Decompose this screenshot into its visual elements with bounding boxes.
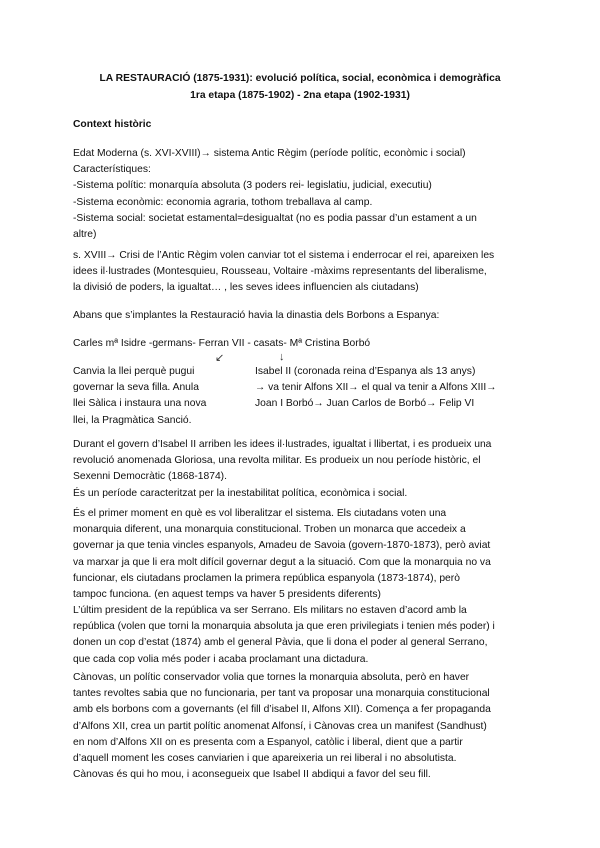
text-line: que cada cop volia més poder i acaba proclamant una dictadura. [73,653,369,665]
text-line: d’Alfons XII, crea un partit polític anomenat Alfonsí, i Cànovas crea un manifest (Sandhust) [73,720,487,732]
text-line: L’últim president de la república va ser Serrano. Els militars no estaven d’acord amb la [73,605,467,616]
text-line: -Sistema polític: monarquía absoluta (3 poders rei- legislatiu, judicial, executiu) [73,180,432,192]
title-line-1: LA RESTAURACIÓ (1875-1931): evolució política, social, econòmica i demogràfica [99,73,501,84]
paragraph-serrano [73,603,533,668]
text-line: -Sistema social: societat estamental=desigualtat (no es podia passar d’un estament a un [73,212,477,224]
paragraph-liberalization [73,506,533,603]
text-line: governar ja que tenia vincles espanyols, Amadeu de Savoia (govern-1870-1873), però aviat [73,540,491,552]
text-line: És un període caracteritzat per la inestabilitat política, econòmica i social. [73,487,408,499]
text-line: república (volen que torni la monarquia absoluta ja que eren privilegiats i tenien més poder) i [73,621,495,633]
text-line: Característiques: [73,164,151,176]
text-line: altre) [73,229,97,241]
text-line: Joan I Borbó→ Juan Carlos de Borbó→ Felip VI [255,398,475,410]
document-title [60,70,540,104]
context-paragraph [73,146,533,243]
paragraph-canovas [73,670,533,783]
text-line: governar la seva filla. Anula [73,382,199,394]
arrow-down-icon: ↓ [279,351,285,363]
text-line: -Sistema econòmic: economia agraria, tothom treballava al camp. [73,196,373,208]
text-line: amb els borbons com a governants (el fill d’isabel II, Alfons XII). Comença a fer propaganda [73,704,491,716]
text-line: monarquia diferent, una monarquia constitucional. Troben un monarca que accedeix a [73,524,466,536]
text-line: llei Sàlica i instaura una nova [73,398,207,410]
text-line: s. XVIII→ Crisi de l’Antic Règim volen canviar tot el sistema i enderrocar el rei, apareixen les [73,250,495,261]
text-line: Cànovas és qui ho mou, i aconsegueix que Isabel II abdiqui a favor del seu fill. [73,769,431,781]
text-line: Edat Moderna (s. XVI-XVIII)→ sistema Antic Règim (període polític, econòmic i social) [73,148,466,159]
text-line: revolució anomenada Gloriosa, una revolta militar. Es produeix un nou període històric, el [73,455,481,467]
text-line: tampoc funciona. (en aquest temps va haver 5 presidents diferents) [73,589,381,601]
text-line: → va tenir Alfons XII→ el qual va tenir a Alfons XIII→ [255,382,497,394]
text-line: donen un cop d’estat (1874) amb el general Pàvia, que li dona el poder al general Serrano, [73,637,488,649]
text-line: És el primer moment en què es vol liberalitzar el sistema. Els ciutadans voten una [73,508,447,519]
text-line: Durant el govern d’Isabel II arriben les idees il·lustrades, igualtat i llibertat, i es produeix una [73,439,492,450]
text-line: Cànovas, un polític conservador volia que tornes la monarquia absoluta, però en haver [73,672,470,683]
text-line: Canvia la llei perquè pugui [73,366,195,377]
section-heading: Context històric [73,119,152,130]
text-line: d’aquell moment les coses canviarien i que apareixeria un rei liberal i no absolutista. [73,753,457,765]
lineage-block [73,336,533,426]
lineage-left-column [73,364,206,429]
text-line: la divisió de poders, la igualtat… , les seves idees influencien als ciutadans) [73,282,419,294]
text-line: tantes revoltes sabia que no funcionaria, per tant va proposar una monarquia constitucional [73,688,490,700]
title-line-2: 1ra etapa (1875-1902) - 2na etapa (1902-1931) [190,90,410,101]
text-line: Isabel II (coronada reina d’Espanya als 13 anys) [255,366,476,377]
bourbons-intro: Abans que s’implantes la Restauració havia la dinastia dels Borbons a Espanya: [73,310,440,321]
text-line: idees il·lustrades (Montesquieu, Rousseau, Voltaire -màxims representants del liberalisme, [73,266,487,278]
text-line: Sexenni Democràtic (1868-1874). [73,471,227,483]
text-line: va marxar ja que li era molt difícil governar degut a la situació. Com que la monarquia no va [73,556,491,568]
lineage-right-column [255,364,497,413]
text-line: funcionar, els ciutadans proclamen la primera república espanyola (1873-1874), però [73,572,460,584]
text-line: llei, la Pragmàtica Sanció. [73,414,192,426]
text-line: en nom d’Alfons XII on es presenta com a Espanyol, catòlic i liberal, dient que a partir [73,736,463,748]
arrow-down-left-icon: ↙ [215,352,225,364]
paragraph-gloriosa [73,437,533,502]
crisis-paragraph [73,248,533,297]
lineage-line: Carles mª Isidre -germans- Ferran VII - casats- Mª Cristina Borbó [73,338,371,349]
